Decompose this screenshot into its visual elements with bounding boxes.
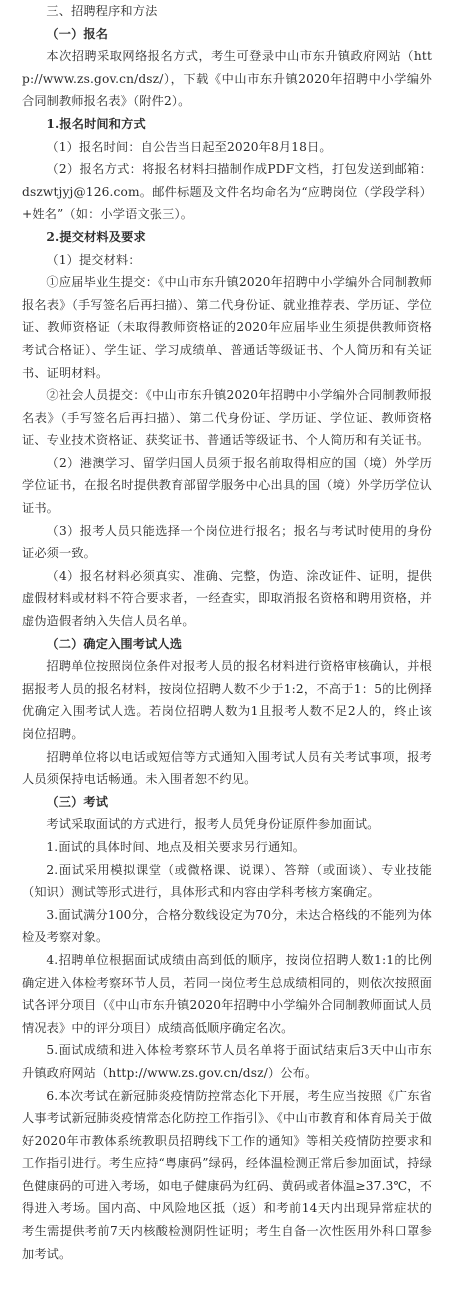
paragraph-materials-label: （1）提交材料： [46,252,141,267]
paragraph-registration-intro: 本次招聘采取网络报名方式，考生可登录中山市东升镇政府网站（http://www.zs.gov.cn/dsz/），下载《中山市东升镇2020年招聘中小学编外合同制教师报名表》（附件2）。 [22,49,432,109]
section-heading: 三、招聘程序和方法 [46,4,158,18]
paragraph-materials-overseas: （2）港澳学习、留学归国人员须于报名前取得相应的国（境）外学历学位证书，在报名时提供教育部留学服务中心出具的国（境）外学历学位认证书。 [22,455,432,516]
paragraph-exam-intro: 考试采取面试的方式进行，报考人员凭身份证原件参加面试。 [46,817,380,832]
paragraph-exam-item-6: 6.本次考试在新冠肺炎疫情防控常态化下开展，考生应当按照《广东省人事考试新冠肺炎疫情常态化防控工作指引》、《中山市教育和体育局关于做好2020年市教体系统教职员招聘线下工作的通知》等相关疫情防控要求和工作指引进行。考生应持“粤康码”绿码，经体温检测正常后参加面试，持绿色健康码的可进入考场，如电子健康码为红码、黄码或者体温≥37.3℃，不得进入考场。国内高、中风险地区抵（返）和考前14天内出现异常症状的考生需提供考前7天内核酸检测阴性证明；考生自备一次性医用外科口罩参加考试。 [22,1088,432,1261]
paragraph-exam-item-2: 2.面试采用模拟课堂（或微格课、说课）、答辩（或面谈）、专业技能（知识）测试等形式进行，具体形式和内容由学科考核方案确定。 [22,862,432,900]
heading-registration-time-method: 1.报名时间和方式 [46,116,146,131]
subsection-heading-shortlist: （二）确定入围考试人选 [46,636,183,651]
paragraph-exam-item-3: 3.面试满分100分，合格分数线设定为70分，未达合格线的不能列为体检及考察对象。 [22,907,432,945]
subsection-heading-exam: （三）考试 [46,794,109,809]
paragraph-materials-authenticity: （4）报名材料必须真实、准确、完整，伪造、涂改证件、证明，提供虚假材料或材料不符合要求者，一经查实，即取消报名资格和聘用资格，并虚伪造假者纳入失信人员名单。 [22,568,432,629]
paragraph-exam-item-5: 5.面试成绩和进入体检考察环节人员名单将于面试结束后3天中山市东升镇政府网站（http://www.zs.gov.cn/dsz/）公布。 [22,1043,432,1080]
paragraph-shortlist-notify: 招聘单位将以电话或短信等方式通知入围考试人员有关考试事项，报考人员须保持电话畅通。未入围者恕不约见。 [22,749,432,787]
paragraph-exam-item-4: 4.招聘单位根据面试成绩由高到低的顺序，按岗位招聘人数1:1的比例确定进入体检考察环节人员，若同一岗位考生总成绩相同的，则依次按照面试各评分项目（《中山市东升镇2020年招聘中小学编外合同制教师面试人员情况表》中的评分项目）成绩高低顺序确定名次。 [22,952,432,1035]
paragraph-shortlist-review: 招聘单位按照岗位条件对报考人员的报名材料进行资格审核确认，并根据报考人员的报名材料，按岗位招聘人数不少于1:2，不高于1：5的比例择优确定入围考试人选。若岗位招聘人数为1且报考人数不足2人的，终止该岗位招聘。 [22,659,432,741]
paragraph-materials-graduates: ①应届毕业生提交：《中山市东升镇2020年招聘中小学编外合同制教师报名表》（手写签名后再扫描）、第二代身份证、就业推荐表、学历证、学位证、教师资格证（未取得教师资格证的2020年应届毕业生须提供教师资格考试合格证）、学生证、学习成绩单、普通话等级证书、个人简历和有关证书、证明材料。 [22,275,432,380]
paragraph-exam-item-1: 1.面试的具体时间、地点及相关要求另行通知。 [46,839,306,854]
subsection-heading-registration: （一）报名 [46,26,109,41]
paragraph-registration-time: （1）报名时间：自公告当日起至2020年8月18日。 [46,139,332,154]
paragraph-registration-method: （2）报名方式：将报名材料扫描制作成PDF文档，打包发送到邮箱：dszwtjyj@126.com。邮件标题及文件名均命名为“应聘岗位（学段学科）+姓名”（如：小学语文张三）。 [22,162,432,222]
paragraph-materials-one-post: （3）报考人员只能选择一个岗位进行报名；报名与考试时使用的身份证必须一致。 [22,523,432,561]
heading-materials: 2.提交材料及要求 [46,229,146,244]
paragraph-materials-social: ②社会人员提交：《中山市东升镇2020年招聘中小学编外合同制教师报名表》（手写签名后再扫描）、第二代身份证、学历证、学位证、教师资格证、专业技术资格证、获奖证书、普通话等级证书、个人简历和有关证书。 [22,388,432,448]
